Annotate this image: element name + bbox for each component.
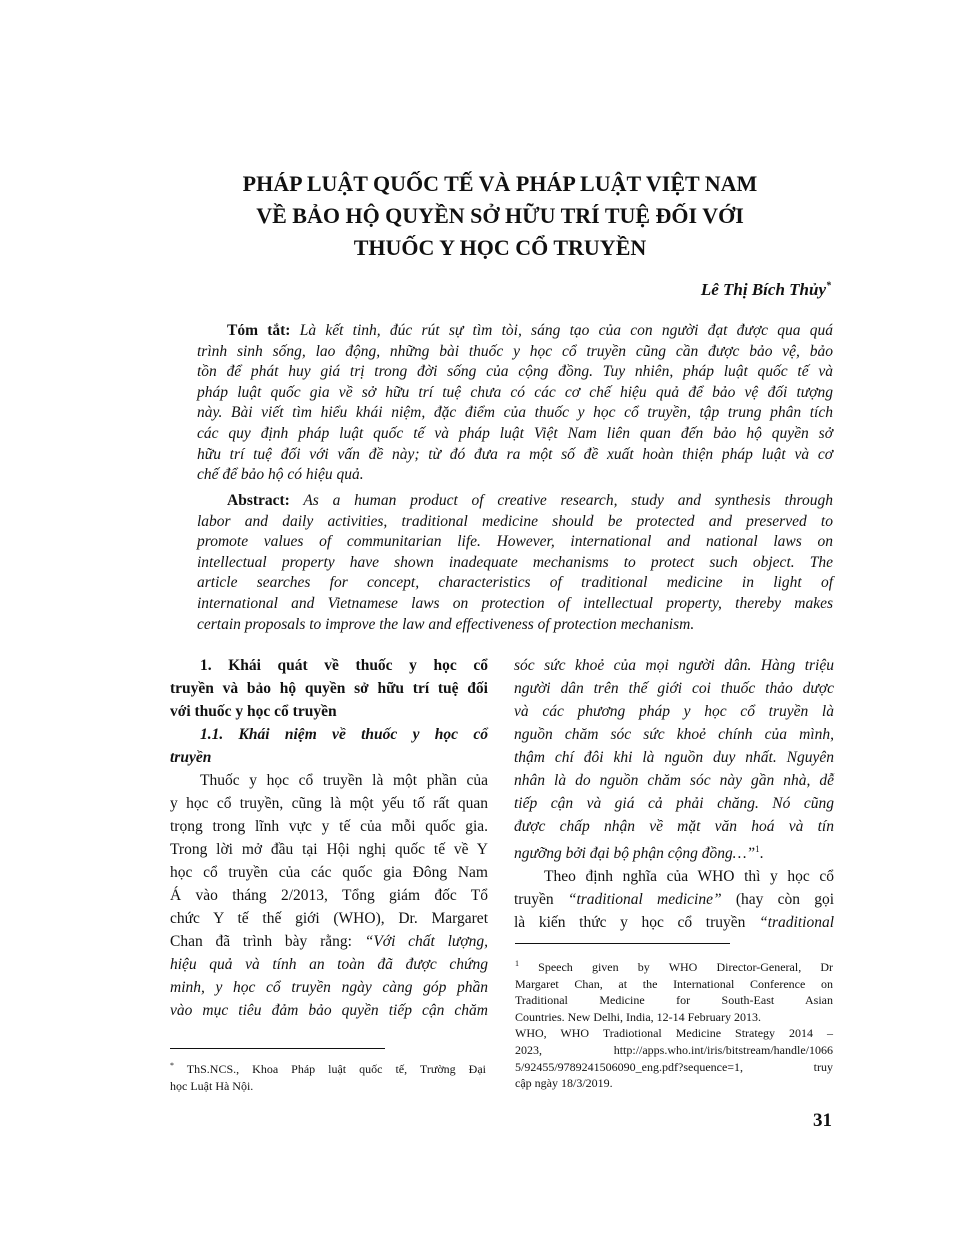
footnote-line: Margaret Chan, at the International Conference on (515, 976, 833, 991)
abstract-vi-text: Là kết tinh, đúc rút sự tìm tòi, sáng tạo của con người đạt được qua quá (299, 322, 834, 339)
quote-line: và các phương pháp y học cổ truyền là (514, 703, 834, 720)
title-line-3: THUỐC Y HỌC CỔ TRUYỀN (353, 235, 647, 260)
body-line-mixed (170, 930, 488, 953)
footnote-line: Traditional Medicine for South-East Asian (515, 993, 833, 1008)
footnote-divider-right (515, 943, 730, 944)
footnote-line: 5/92455/9789241506090_eng.pdf?sequence=1, truy (515, 1059, 833, 1074)
subsection-heading-line: truyền (170, 749, 212, 766)
footnote-line (170, 1058, 486, 1078)
footnote-author (170, 1058, 486, 1094)
abstract-vi-line: pháp luật quốc gia về sở hữu trí tuệ chưa có các cơ chế hiệu quả để bảo vệ đối tượng (197, 383, 833, 401)
body-line: chức Y tế thế giới (WHO), Dr. Margaret (170, 910, 488, 927)
quote-line: vào mục tiêu đảm bảo quyền tiếp cận chăm (170, 1002, 488, 1019)
abstract-vietnamese (197, 321, 833, 486)
term-quote: “traditional (759, 914, 834, 932)
abstract-vi-line: này. Bài viết tìm hiểu khái niệm, đặc điểm của thuốc y học cổ truyền, tập trung phân tích (197, 404, 833, 422)
abstract-en-label: Abstract: (227, 492, 290, 509)
footnote-1 (515, 956, 833, 1092)
term-quote: “traditional medicine” (567, 891, 722, 909)
quote-start: “Với chất lượng, (364, 933, 488, 950)
footnote-line: WHO, WHO Tradiotional Medicine Strategy 2014 – (515, 1026, 833, 1041)
body-text: là kiến thức y học cổ truyền (514, 914, 746, 932)
abstract-vi-label: Tóm tắt: (227, 322, 291, 339)
abstract-vi-line: tồn để phát huy giá trị trong đời sống của cộng đồng. Tuy nhiên, pháp luật quốc tế và (197, 363, 833, 381)
footnote-text: Speech given by WHO Director-General, Dr (538, 960, 834, 974)
quote-end-punct: . (759, 845, 764, 863)
body-text: truyền (514, 891, 554, 909)
quote-end: ngưỡng bởi đại bộ phận cộng đồng…” (514, 845, 756, 863)
footnote-author-mark: * (170, 1061, 174, 1070)
abstract-vi-line: chế để bảo hộ có hiệu quả. (197, 466, 364, 484)
footnote-line: 2023, http://apps.who.int/iris/bitstream/handle/1066 (515, 1042, 833, 1057)
footnote-line: học Luật Hà Nội. (170, 1078, 254, 1093)
abstract-en-line: certain proposals to improve the law and effectiveness of protection mechanism. (197, 615, 695, 633)
footnote-text: ThS.NCS., Khoa Pháp luật quốc tế, Trường Đại (186, 1062, 486, 1076)
quote-line: hiệu quả và tính an toàn đã được chứng (170, 956, 488, 973)
footnote-divider-left (170, 1048, 385, 1049)
author-byline (701, 280, 831, 300)
quote-line: nhân là do nguồn chăm sóc này gần nhà, dễ (514, 772, 834, 789)
section-heading-line: với thuốc y học cổ truyền (170, 703, 337, 720)
abstract-en-line: international and Vietnamese laws on protection of intellectual property, thereby makes (197, 594, 833, 612)
footnote-line: Countries. New Delhi, India, 12-14 February 2013. (515, 1009, 761, 1024)
page-number: 31 (813, 1110, 832, 1131)
quote-line: minh, y học cổ truyền ngày càng góp phần (170, 979, 488, 996)
footnote-line: cập ngày 18/3/2019. (515, 1076, 613, 1091)
title-line-1: PHÁP LUẬT QUỐC TẾ VÀ PHÁP LUẬT VIỆT NAM (242, 171, 758, 196)
left-column (170, 654, 488, 1022)
body-line: Thuốc y học cổ truyền là một phần của (200, 772, 488, 789)
footnote-1-mark: 1 (515, 959, 519, 968)
quote-line: sóc sức khoẻ của mọi người dân. Hàng triệu (514, 657, 834, 674)
quote-line: nguồn chăm sóc sức khoẻ chính của mình, (514, 726, 834, 743)
body-line: trọng trong lĩnh vực y tế của mỗi quốc gia. (170, 818, 488, 835)
quote-line: người dân trên thế giới coi thuốc thảo dược (514, 680, 834, 697)
footnote-ref-1[interactable]: 1 (755, 844, 760, 854)
abstract-vi-line: hữu trí tuệ đối với vấn đề này; từ đó đưa ra một số đề xuất hoàn thiện pháp luật và cơ (197, 445, 833, 463)
body-line: học cổ truyền của các quốc gia Đông Nam (170, 864, 488, 881)
abstract-en-text: As a human product of creative research, study and synthesis through (303, 492, 833, 509)
section-heading-line: 1. Khái quát về thuốc y học cổ (200, 657, 488, 674)
quote-line: tiếp cận và giá cả phải chăng. Nó cũng (514, 795, 834, 812)
body-line-mixed (514, 911, 834, 934)
author-footnote-mark: * (826, 280, 831, 292)
body-line: Theo định nghĩa của WHO thì y học cổ (544, 868, 834, 886)
abstract-en-line: article searches for concept, characteristics of traditional medicine in light of (197, 574, 833, 592)
body-line: Trong lời mở đầu tại Hội nghị quốc tế về Y (170, 841, 488, 858)
author-name: Lê Thị Bích Thủy (700, 280, 826, 299)
section-heading-line: truyền và bảo hộ quyền sở hữu trí tuệ đối (170, 680, 488, 697)
abstract-vi-line (197, 321, 833, 342)
body-text: (hay còn gọi (735, 891, 835, 909)
body-line: y học cổ truyền, cũng là một yếu tố rất quan (170, 795, 488, 812)
article-title (150, 168, 850, 264)
subsection-heading-line: 1.1. Khái niệm về thuốc y học cổ (200, 726, 488, 743)
footnote-line (515, 956, 833, 976)
abstract-en-line: promote values of communitarian life. However, international and national laws on (197, 533, 833, 551)
body-line: Á vào tháng 2/2013, Tổng giám đốc Tổ (170, 887, 488, 904)
body-line-mixed (514, 888, 834, 911)
right-column (514, 654, 834, 934)
quote-line: thậm chí đôi khi là nguồn duy nhất. Nguyên (514, 749, 834, 766)
abstract-vi-line: các quy định pháp luật quốc tế và pháp luật Việt Nam liên quan đến bảo hộ quyền sở (197, 424, 833, 442)
quote-line-end (514, 838, 834, 865)
body-text: Chan đã trình bày rằng: (170, 933, 352, 950)
abstract-vi-line: trình sinh sống, lao động, những bài thuốc y học cổ truyền cũng cần được bảo vệ, bảo (197, 342, 833, 360)
abstract-en-line: intellectual property have shown inadequate mechanisms to protect such object. The (197, 553, 833, 571)
abstract-english (197, 491, 833, 635)
abstract-en-line: labor and daily activities, traditional medicine should be protected and preserved to (197, 512, 833, 530)
quote-line: được chấp nhận về mặt văn hoá và tín (514, 818, 834, 835)
abstract-en-line (197, 491, 833, 512)
title-line-2: VỀ BẢO HỘ QUYỀN SỞ HỮU TRÍ TUỆ ĐỐI VỚI (256, 203, 744, 228)
